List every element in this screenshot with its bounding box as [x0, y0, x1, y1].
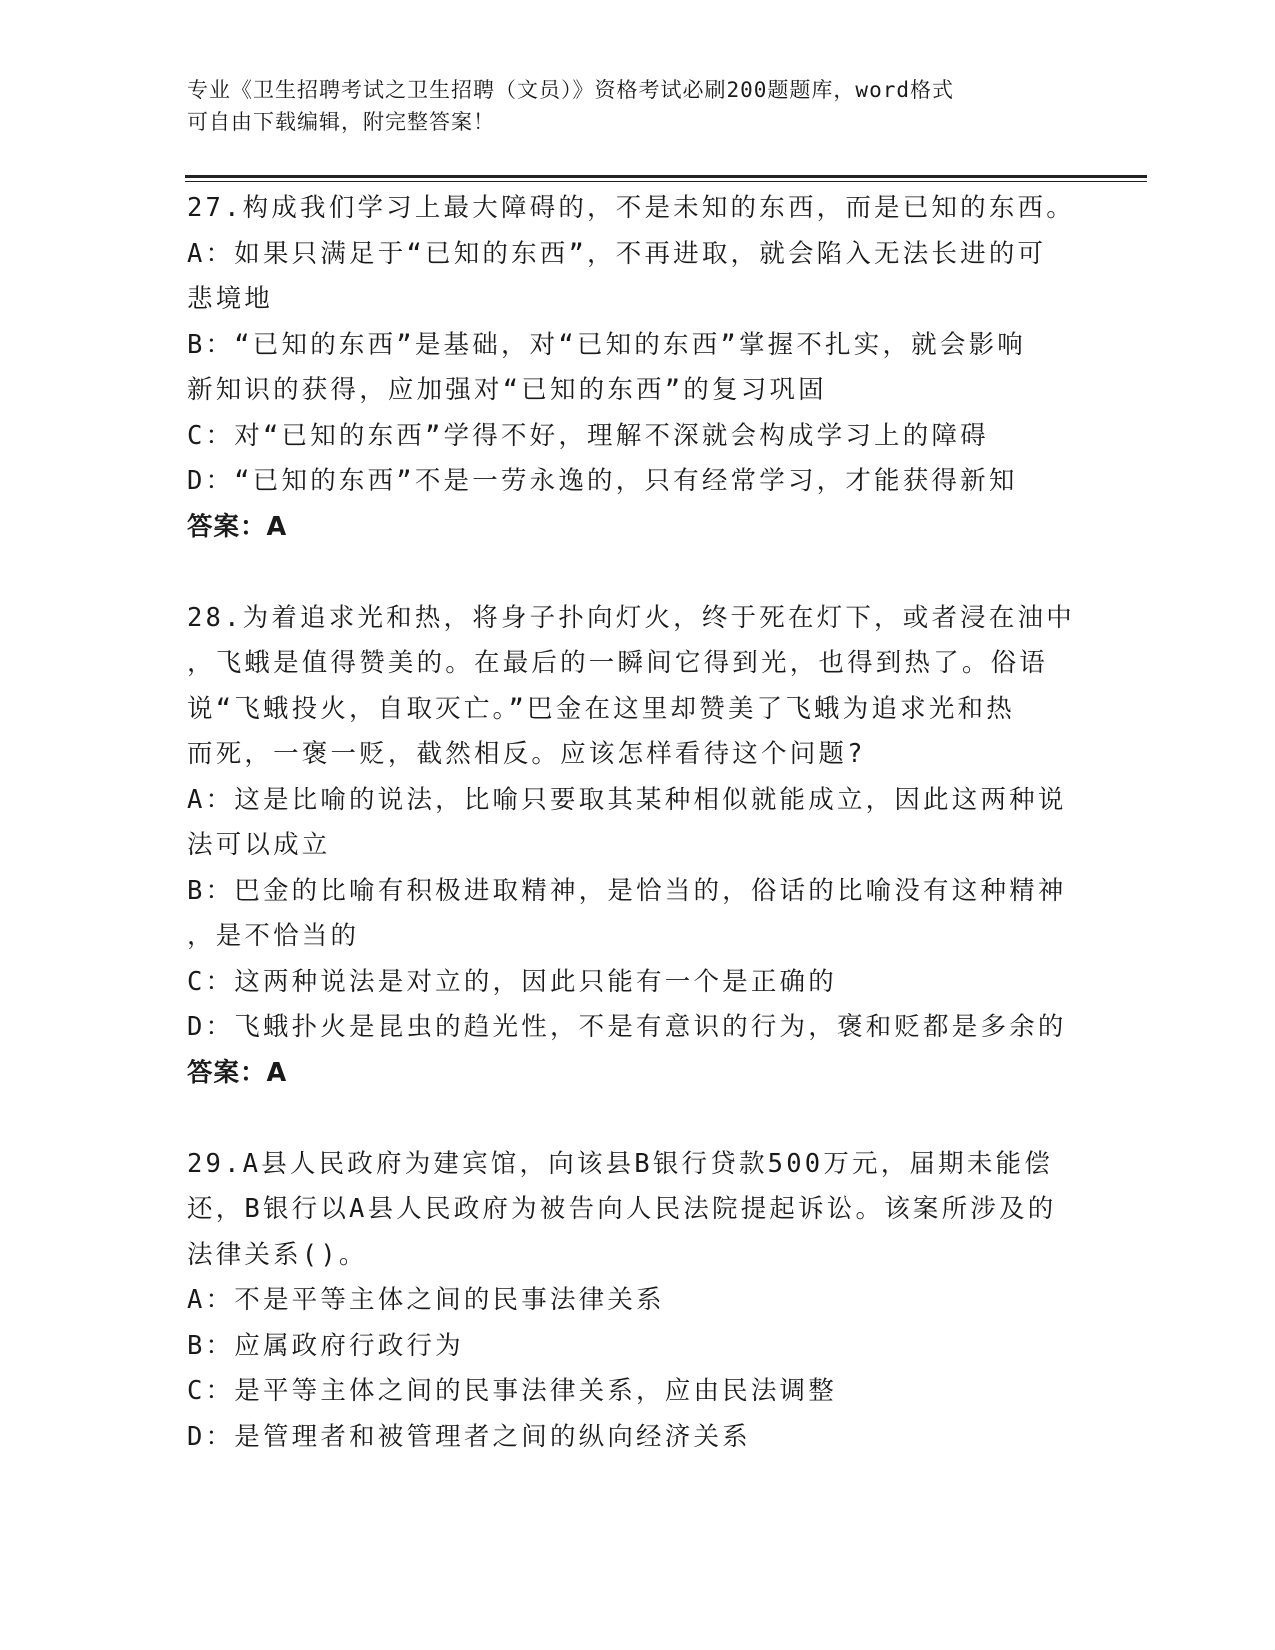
question-list — [187, 186, 1087, 1460]
question-stem-line: 27.构成我们学习上最大障碍的，不是未知的东西，而是已知的东西。 — [187, 193, 1075, 223]
question-stem-line: 29.A县人民政府为建宾馆，向该县B银行贷款500万元，届期未能偿 — [187, 1148, 1053, 1179]
option-line: ，是不恰当的 — [187, 921, 360, 951]
option-d — [187, 459, 1087, 505]
answer-label: 答案：A — [187, 1057, 288, 1088]
option-line: 新知识的获得，应加强对“已知的东西”的复习巩固 — [187, 375, 827, 405]
question-stem-line: ，飞蛾是值得赞美的。在最后的一瞬间它得到光，也得到热了。俗语 — [187, 648, 1049, 678]
option-line: B：“已知的东西”是基础，对“已知的东西”掌握不扎实，就会影响 — [187, 329, 1026, 360]
option-a — [187, 232, 1087, 323]
spacer — [187, 1096, 1087, 1142]
header-divider-thin — [185, 181, 1147, 182]
question-stem-line: 28.为着追求光和热，将身子扑向灯火，终于死在灯下，或者浸在油中 — [187, 602, 1075, 633]
option-line: A：不是平等主体之间的民事法律关系 — [187, 1285, 665, 1315]
document-header — [187, 74, 1067, 138]
question-stem-line: 还，B银行以A县人民政府为被告向人民法院提起诉讼。该案所涉及的 — [187, 1194, 1057, 1224]
answer-label: 答案：A — [187, 511, 288, 542]
header-line-2: 可自由下载编辑，附完整答案！ — [187, 110, 495, 134]
option-a — [187, 1278, 1087, 1324]
option-d — [187, 1415, 1087, 1461]
header-line-1: 专业《卫生招聘考试之卫生招聘（文员）》资格考试必刷200题题库，word格式 — [187, 78, 954, 102]
option-b — [187, 323, 1087, 414]
question-27 — [187, 186, 1087, 550]
option-line: 法可以成立 — [187, 830, 331, 860]
question-stem-line: 而死，一褒一贬，截然相反。应该怎样看待这个问题? — [187, 739, 866, 769]
question-stem-line: 说“飞蛾投火，自取灭亡。”巴金在这里却赞美了飞蛾为追求光和热 — [187, 693, 1015, 724]
option-line: A：如果只满足于“已知的东西”，不再进取，就会陷入无法长进的可 — [187, 238, 1047, 269]
option-line: D：是管理者和被管理者之间的纵向经济关系 — [187, 1421, 751, 1452]
option-c — [187, 414, 1087, 460]
option-line: 悲境地 — [187, 284, 274, 314]
option-b — [187, 869, 1087, 960]
option-line: D：飞蛾扑火是昆虫的趋光性，不是有意识的行为，褒和贬都是多余的 — [187, 1012, 1067, 1042]
option-line: A：这是比喻的说法，比喻只要取其某种相似就能成立，因此这两种说 — [187, 784, 1067, 815]
question-28 — [187, 596, 1087, 1097]
option-line: B：巴金的比喻有积极进取精神，是恰当的，俗话的比喻没有这种精神 — [187, 875, 1067, 906]
option-line: D：“已知的东西”不是一劳永逸的，只有经常学习，才能获得新知 — [187, 466, 1018, 496]
spacer — [187, 550, 1087, 596]
header-divider-thick — [185, 175, 1147, 178]
option-c — [187, 1369, 1087, 1415]
option-line: C：这两种说法是对立的，因此只能有一个是正确的 — [187, 966, 837, 997]
option-c — [187, 960, 1087, 1006]
question-stem-line: 法律关系()。 — [187, 1239, 368, 1270]
option-line: C：是平等主体之间的民事法律关系，应由民法调整 — [187, 1376, 837, 1406]
option-line: B：应属政府行政行为 — [187, 1330, 464, 1361]
option-line: C：对“已知的东西”学得不好，理解不深就会构成学习上的障碍 — [187, 420, 989, 451]
option-d — [187, 1005, 1087, 1051]
option-b — [187, 1324, 1087, 1370]
question-29 — [187, 1142, 1087, 1461]
option-a — [187, 778, 1087, 869]
